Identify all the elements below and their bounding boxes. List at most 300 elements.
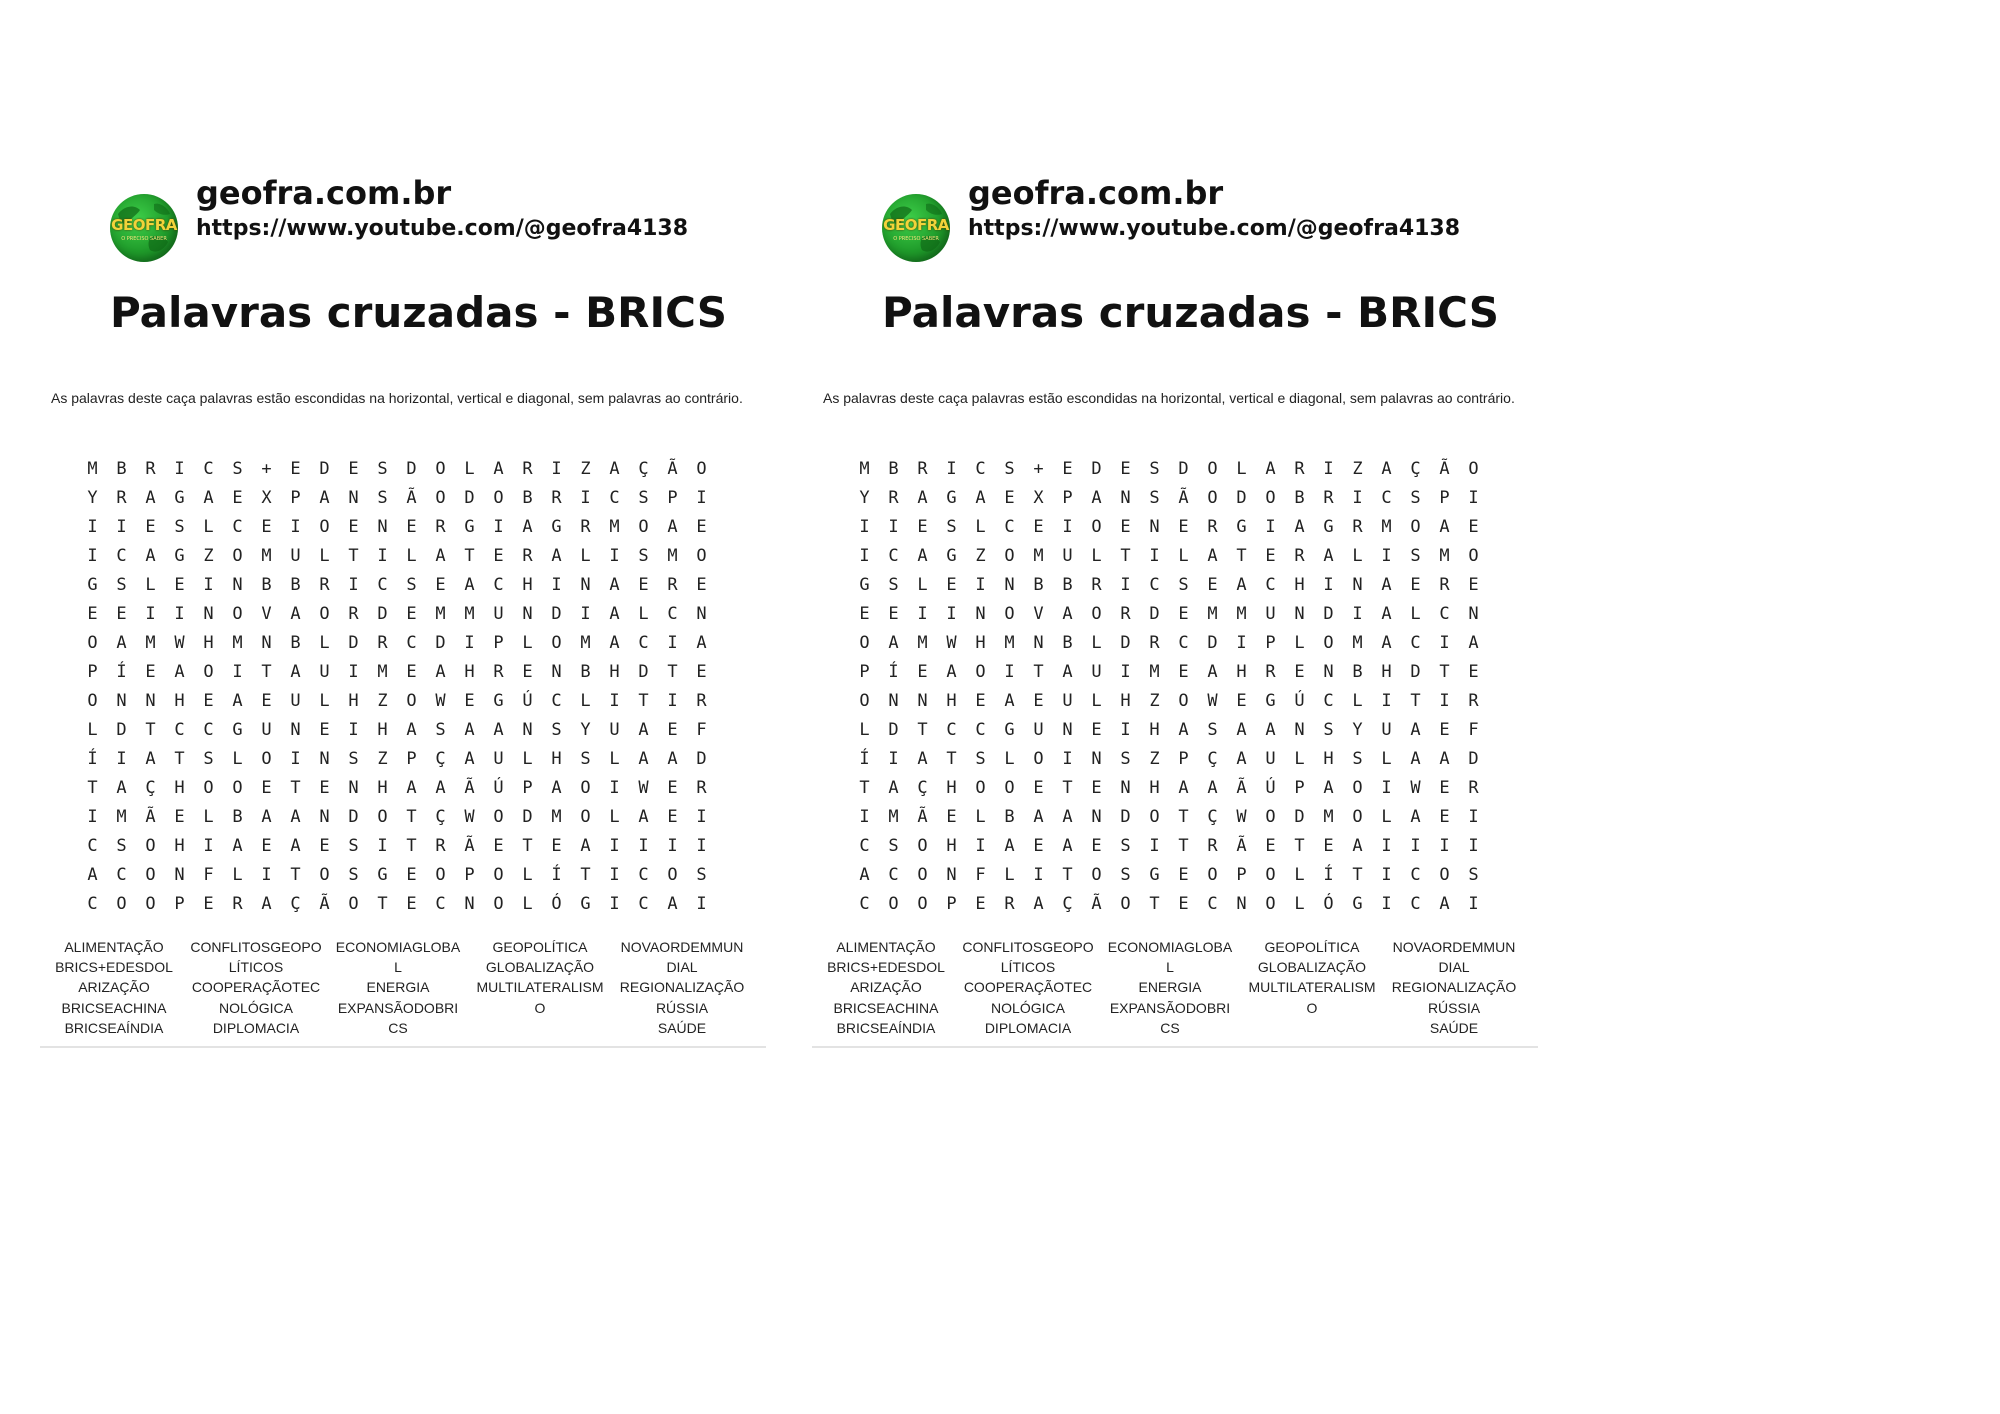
grid-letter: L	[1178, 545, 1189, 566]
grid-letter: E	[1091, 835, 1102, 856]
grid-letter: T	[406, 835, 417, 856]
grid-letter: T	[1062, 777, 1073, 798]
grid-letter: I	[1236, 632, 1247, 653]
grid-letter: G	[1323, 516, 1334, 537]
grid-letter: E	[203, 690, 214, 711]
grid-letter: C	[946, 719, 957, 740]
grid-letter: Í	[116, 661, 127, 682]
grid-letter: A	[1207, 777, 1218, 798]
grid-letter: C	[1149, 574, 1160, 595]
grid-letter: C	[116, 864, 127, 885]
grid-letter: C	[87, 835, 98, 856]
grid-letter: L	[1004, 748, 1015, 769]
grid-letter: M	[377, 661, 388, 682]
grid-letter: A	[1352, 835, 1363, 856]
grid-letter: R	[377, 632, 388, 653]
grid-letter: M	[1004, 632, 1015, 653]
grid-letter: A	[1062, 603, 1073, 624]
grid-letter: A	[435, 661, 446, 682]
grid-letter: R	[522, 545, 533, 566]
grid-letter: A	[1178, 777, 1189, 798]
grid-letter: O	[1178, 690, 1189, 711]
grid-letter: I	[1323, 458, 1334, 479]
grid-letter: C	[1439, 603, 1450, 624]
grid-letter: A	[1265, 458, 1276, 479]
grid-letter: U	[261, 719, 272, 740]
word-list-item: GLOBALIZAÇÃO	[1257, 959, 1367, 976]
grid-letter: S	[1468, 864, 1479, 885]
grid-letter: E	[917, 661, 928, 682]
youtube-url: https://www.youtube.com/@geofra4138	[196, 216, 689, 241]
grid-letter: M	[551, 806, 562, 827]
grid-letter: R	[1439, 574, 1450, 595]
grid-letter: F	[696, 719, 707, 740]
grid-letter: A	[1236, 719, 1247, 740]
grid-letter: Ç	[917, 777, 928, 798]
grid-letter: C	[1410, 864, 1421, 885]
grid-letter: R	[1468, 777, 1479, 798]
word-list-item: REGIONALIZAÇÃO	[619, 979, 745, 996]
grid-letter: A	[638, 719, 649, 740]
grid-letter: M	[261, 545, 272, 566]
grid-letter: D	[406, 458, 417, 479]
grid-letter: Z	[377, 690, 388, 711]
grid-letter: Ç	[1062, 893, 1073, 914]
word-list-item: DIPLOMACIA	[984, 1019, 1072, 1036]
grid-letter: E	[319, 777, 330, 798]
grid-letter: I	[609, 893, 620, 914]
grid-letter: I	[348, 574, 359, 595]
grid-letter: L	[203, 516, 214, 537]
grid-letter: E	[1178, 864, 1189, 885]
grid-letter: O	[1468, 545, 1479, 566]
grid-letter: N	[1091, 806, 1102, 827]
grid-letter: O	[493, 893, 504, 914]
grid-letter: O	[1265, 487, 1276, 508]
grid-letter: W	[638, 777, 649, 798]
grid-letter: C	[232, 516, 243, 537]
grid-letter: A	[145, 545, 156, 566]
grid-letter: E	[917, 516, 928, 537]
grid-letter: E	[1323, 835, 1334, 856]
grid-letter: I	[667, 835, 678, 856]
grid-letter: H	[946, 777, 957, 798]
grid-letter: C	[1381, 487, 1392, 508]
word-list-item: CS	[388, 1019, 408, 1036]
grid-letter: H	[946, 690, 957, 711]
grid-letter: C	[1265, 574, 1276, 595]
grid-letter: H	[946, 835, 957, 856]
grid-letter: C	[493, 574, 504, 595]
grid-letter: E	[1004, 487, 1015, 508]
grid-letter: O	[667, 864, 678, 885]
grid-letter: A	[232, 690, 243, 711]
grid-letter: A	[319, 487, 330, 508]
grid-letter: O	[1207, 458, 1218, 479]
grid-letter: T	[917, 719, 928, 740]
grid-letter: A	[1439, 748, 1450, 769]
grid-letter: I	[696, 893, 707, 914]
grid-letter: E	[1033, 777, 1044, 798]
grid-letter: R	[1149, 632, 1160, 653]
grid-letter: N	[464, 893, 475, 914]
grid-letter: I	[917, 603, 928, 624]
grid-letter: A	[1004, 690, 1015, 711]
grid-letter: P	[667, 487, 678, 508]
grid-letter: L	[522, 893, 533, 914]
word-list-item: NOLÓGICA	[219, 999, 293, 1016]
grid-letter: A	[116, 777, 127, 798]
grid-letter: E	[1294, 661, 1305, 682]
grid-letter: X	[1033, 487, 1044, 508]
grid-letter: N	[580, 574, 591, 595]
grid-letter: R	[1207, 516, 1218, 537]
grid-letter: A	[464, 748, 475, 769]
grid-letter: B	[1004, 806, 1015, 827]
grid-letter: I	[87, 806, 98, 827]
word-list-item: DIAL	[666, 959, 698, 976]
grid-letter: A	[917, 545, 928, 566]
grid-letter: O	[1033, 748, 1044, 769]
grid-letter: A	[580, 835, 591, 856]
word-list-item: RÚSSIA	[1427, 999, 1481, 1016]
grid-letter: D	[1410, 661, 1421, 682]
grid-letter: A	[290, 835, 301, 856]
grid-letter: O	[1207, 487, 1218, 508]
grid-letter: N	[174, 864, 185, 885]
grid-letter: E	[1468, 661, 1479, 682]
grid-letter: M	[917, 632, 928, 653]
grid-letter: L	[580, 545, 591, 566]
grid-letter: N	[348, 777, 359, 798]
grid-letter: +	[261, 458, 272, 479]
grid-letter: L	[522, 632, 533, 653]
grid-letter: L	[1294, 632, 1305, 653]
grid-letter: T	[580, 864, 591, 885]
grid-letter: E	[261, 516, 272, 537]
grid-letter: C	[203, 719, 214, 740]
word-list-item: ALIMENTAÇÃO	[836, 939, 936, 955]
grid-letter: I	[290, 516, 301, 537]
grid-letter: Y	[580, 719, 591, 740]
worksheet-left	[34, 0, 794, 1104]
grid-letter: T	[638, 690, 649, 711]
grid-letter: I	[377, 545, 388, 566]
word-list-column	[470, 937, 610, 1038]
grid-letter: C	[859, 893, 870, 914]
grid-letter: O	[1149, 806, 1160, 827]
grid-letter: N	[975, 603, 986, 624]
grid-letter: I	[1468, 893, 1479, 914]
grid-letter: S	[638, 545, 649, 566]
grid-letter: E	[493, 835, 504, 856]
grid-letter: Ã	[145, 806, 156, 827]
grid-letter: R	[696, 690, 707, 711]
grid-letter: N	[551, 661, 562, 682]
grid-letter: H	[174, 777, 185, 798]
grid-letter: P	[859, 661, 870, 682]
grid-letter: G	[174, 545, 185, 566]
grid-letter: A	[493, 719, 504, 740]
grid-letter: N	[1294, 603, 1305, 624]
word-list-item: LÍTICOS	[228, 959, 284, 976]
grid-letter: W	[435, 690, 446, 711]
grid-letter: S	[232, 458, 243, 479]
grid-letter: S	[1323, 719, 1334, 740]
grid-letter: T	[667, 661, 678, 682]
grid-letter: S	[1149, 487, 1160, 508]
grid-letter: L	[232, 748, 243, 769]
grid-letter: R	[435, 516, 446, 537]
grid-letter: L	[319, 690, 330, 711]
grid-letter: L	[1352, 690, 1363, 711]
grid-letter: L	[580, 690, 591, 711]
grid-letter: O	[1091, 603, 1102, 624]
grid-letter: E	[1033, 835, 1044, 856]
grid-letter: L	[917, 574, 928, 595]
grid-letter: E	[522, 661, 533, 682]
grid-letter: I	[203, 574, 214, 595]
grid-letter: E	[1265, 545, 1276, 566]
grid-letter: O	[1207, 864, 1218, 885]
grid-letter: E	[1033, 516, 1044, 537]
grid-letter: A	[946, 661, 957, 682]
grid-letter: P	[1178, 748, 1189, 769]
grid-letter: Z	[1149, 690, 1160, 711]
grid-letter: C	[174, 719, 185, 740]
instructions-text: As palavras deste caça palavras estão escondidas na horizontal, vertical e diagonal, sem palavras ao contrário.	[51, 390, 743, 406]
grid-letter: A	[1207, 661, 1218, 682]
grid-letter: D	[1091, 458, 1102, 479]
grid-letter: O	[203, 661, 214, 682]
grid-letter: O	[1352, 806, 1363, 827]
grid-letter: O	[1091, 864, 1102, 885]
grid-letter: E	[1236, 690, 1247, 711]
grid-letter: L	[1294, 864, 1305, 885]
grid-letter: E	[667, 806, 678, 827]
grid-letter: I	[203, 835, 214, 856]
grid-letter: T	[1178, 806, 1189, 827]
grid-letter: I	[1062, 516, 1073, 537]
word-list-item: MULTILATERALISM	[476, 979, 604, 996]
grid-letter: Ã	[667, 458, 678, 479]
grid-letter: L	[1091, 690, 1102, 711]
grid-letter: O	[696, 458, 707, 479]
grid-letter: I	[609, 777, 620, 798]
grid-letter: I	[174, 603, 185, 624]
grid-letter: E	[1468, 574, 1479, 595]
grid-letter: E	[1091, 777, 1102, 798]
grid-letter: R	[580, 516, 591, 537]
grid-letter: O	[87, 632, 98, 653]
grid-letter: R	[551, 487, 562, 508]
grid-letter: E	[1178, 893, 1189, 914]
grid-letter: N	[145, 690, 156, 711]
grid-letter: N	[377, 516, 388, 537]
grid-letter: R	[1207, 835, 1218, 856]
grid-letter: E	[1439, 806, 1450, 827]
grid-letter: I	[1439, 632, 1450, 653]
grid-letter: Í	[87, 748, 98, 769]
grid-letter: S	[1149, 458, 1160, 479]
word-list-column	[612, 937, 752, 1038]
grid-letter: G	[580, 893, 591, 914]
grid-letter: T	[290, 864, 301, 885]
grid-letter: S	[1004, 458, 1015, 479]
grid-letter: C	[377, 574, 388, 595]
grid-letter: D	[348, 806, 359, 827]
grid-letter: D	[522, 806, 533, 827]
grid-letter: P	[522, 777, 533, 798]
grid-letter: D	[1236, 487, 1247, 508]
grid-letter: C	[406, 632, 417, 653]
grid-letter: S	[377, 458, 388, 479]
grid-letter: R	[917, 458, 928, 479]
grid-letter: Y	[87, 487, 98, 508]
grid-letter: A	[1381, 458, 1392, 479]
grid-letter: T	[1178, 835, 1189, 856]
grid-letter: A	[1265, 719, 1276, 740]
grid-letter: F	[203, 864, 214, 885]
grid-letter: A	[609, 574, 620, 595]
grid-letter: A	[522, 516, 533, 537]
grid-letter: N	[348, 487, 359, 508]
page-title: Palavras cruzadas - BRICS	[882, 288, 1499, 337]
grid-letter: O	[261, 748, 272, 769]
grid-letter: O	[1091, 516, 1102, 537]
word-list-item: NOVAORDEMMUN	[1392, 939, 1516, 955]
grid-letter: H	[551, 748, 562, 769]
grid-letter: O	[493, 806, 504, 827]
grid-letter: Í	[551, 864, 562, 885]
grid-letter: L	[609, 806, 620, 827]
grid-letter: Z	[975, 545, 986, 566]
grid-letter: A	[493, 458, 504, 479]
word-list-item: COOPERAÇÃOTEC	[963, 979, 1093, 996]
grid-letter: E	[696, 661, 707, 682]
grid-letter: A	[1062, 661, 1073, 682]
grid-letter: A	[1410, 748, 1421, 769]
grid-letter: A	[406, 777, 417, 798]
word-list-item: BRICS+EDESDOL	[827, 959, 945, 976]
grid-letter: W	[1410, 777, 1421, 798]
grid-letter: I	[551, 458, 562, 479]
grid-letter: I	[609, 864, 620, 885]
worksheet-right	[806, 0, 1566, 1104]
grid-letter: P	[1265, 632, 1276, 653]
grid-letter: S	[348, 835, 359, 856]
grid-letter: Y	[859, 487, 870, 508]
instructions-text: As palavras deste caça palavras estão escondidas na horizontal, vertical e diagonal, sem palavras ao contrário.	[823, 390, 1515, 406]
grid-letter: S	[638, 487, 649, 508]
grid-letter: T	[1062, 864, 1073, 885]
grid-letter: N	[1033, 632, 1044, 653]
grid-letter: A	[859, 864, 870, 885]
grid-letter: A	[1381, 632, 1392, 653]
grid-letter: A	[609, 458, 620, 479]
grid-letter: R	[522, 458, 533, 479]
grid-letter: I	[348, 661, 359, 682]
grid-letter: L	[406, 545, 417, 566]
youtube-url: https://www.youtube.com/@geofra4138	[968, 216, 1461, 241]
grid-letter: I	[1381, 690, 1392, 711]
grid-letter: O	[87, 690, 98, 711]
grid-letter: Ú	[1265, 777, 1276, 798]
grid-letter: N	[1004, 574, 1015, 595]
grid-letter: P	[87, 661, 98, 682]
grid-letter: I	[551, 574, 562, 595]
grid-letter: E	[261, 777, 272, 798]
word-list	[44, 937, 756, 1038]
grid-letter: A	[290, 806, 301, 827]
grid-letter: E	[406, 661, 417, 682]
grid-letter: H	[174, 835, 185, 856]
grid-letter: L	[859, 719, 870, 740]
grid-letter: O	[975, 777, 986, 798]
grid-letter: E	[1207, 574, 1218, 595]
grid-letter: I	[1265, 516, 1276, 537]
grid-letter: E	[1439, 719, 1450, 740]
grid-letter: O	[232, 545, 243, 566]
grid-letter: S	[1120, 748, 1131, 769]
word-list-item: DIAL	[1438, 959, 1470, 976]
grid-letter: T	[522, 835, 533, 856]
word-list-item: BRICSEACHINA	[833, 999, 939, 1016]
grid-letter: T	[1439, 661, 1450, 682]
grid-letter: L	[638, 603, 649, 624]
grid-letter: Ç	[145, 777, 156, 798]
grid-letter: O	[145, 835, 156, 856]
grid-letter: T	[1149, 893, 1160, 914]
grid-letter: P	[174, 893, 185, 914]
grid-letter: U	[290, 545, 301, 566]
grid-letter: R	[1091, 574, 1102, 595]
grid-letter: R	[1004, 893, 1015, 914]
grid-letter: E	[348, 458, 359, 479]
grid-letter: +	[1033, 458, 1044, 479]
grid-letter: X	[261, 487, 272, 508]
grid-letter: O	[406, 690, 417, 711]
grid-letter: R	[348, 603, 359, 624]
grid-letter: R	[667, 574, 678, 595]
grid-letter: L	[975, 806, 986, 827]
grid-letter: S	[348, 864, 359, 885]
grid-letter: E	[290, 458, 301, 479]
grid-letter: P	[290, 487, 301, 508]
grid-letter: S	[1178, 574, 1189, 595]
grid-letter: I	[377, 835, 388, 856]
grid-letter: Ç	[435, 806, 446, 827]
grid-letter: O	[917, 893, 928, 914]
grid-letter: Z	[1149, 748, 1160, 769]
word-list	[816, 937, 1528, 1038]
grid-letter: E	[348, 516, 359, 537]
grid-letter: E	[406, 516, 417, 537]
logo-text: GEOFRA	[111, 216, 177, 234]
grid-letter: E	[696, 574, 707, 595]
grid-letter: E	[1178, 661, 1189, 682]
grid-letter: E	[406, 893, 417, 914]
grid-letter: S	[580, 748, 591, 769]
word-list-column	[816, 937, 956, 1038]
grid-letter: M	[580, 632, 591, 653]
grid-letter: E	[638, 574, 649, 595]
grid-letter: N	[1120, 777, 1131, 798]
grid-letter: A	[638, 748, 649, 769]
grid-letter: I	[638, 835, 649, 856]
grid-letter: Ã	[1178, 487, 1189, 508]
grid-letter: E	[203, 893, 214, 914]
